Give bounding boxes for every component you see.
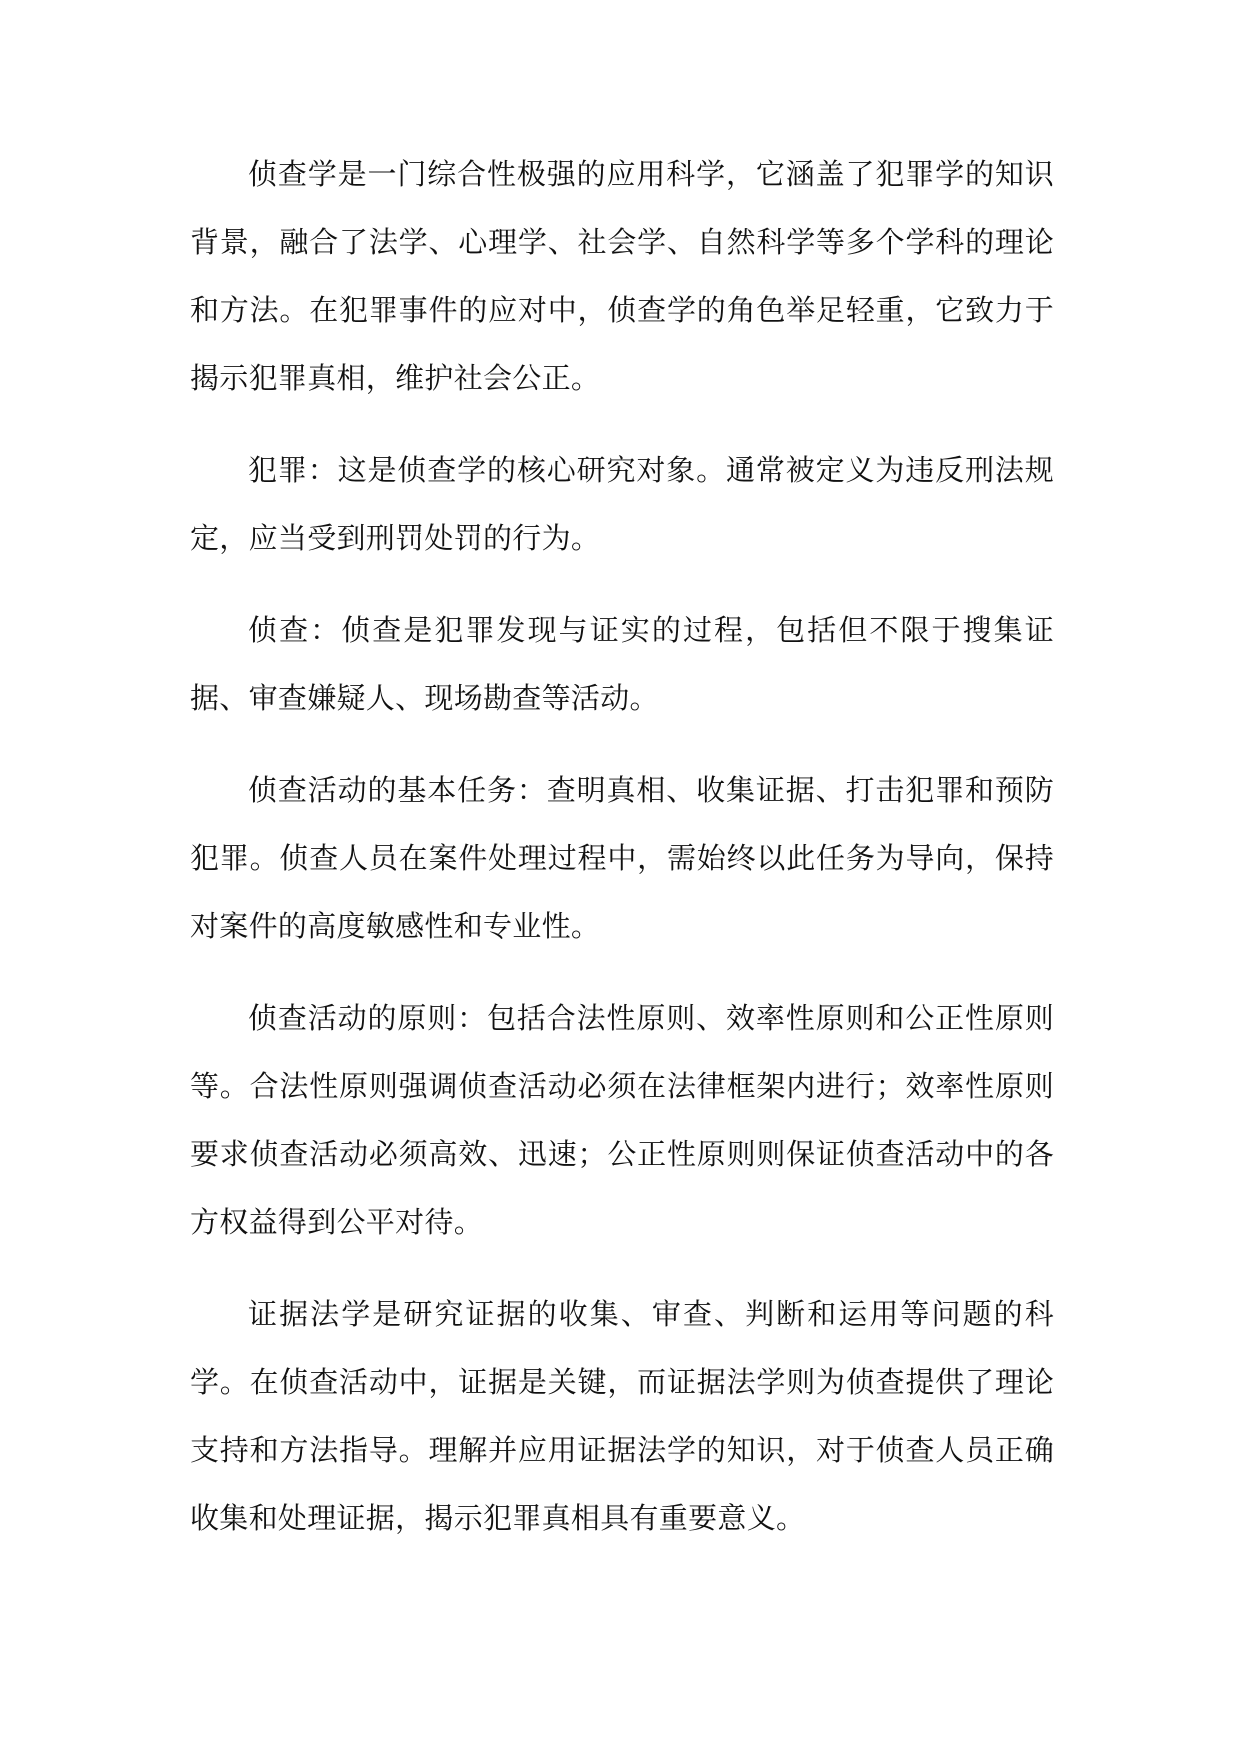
paragraph-basic-tasks: 侦查活动的基本任务：查明真相、收集证据、打击犯罪和预防犯罪。侦查人员在案件处理过程中，需始终以此任务为导向，保持对案件的高度敏感性和专业性。 [190,773,1054,943]
paragraph-investigation-definition: 侦查：侦查是犯罪发现与证实的过程，包括但不限于搜集证据、审查嫌疑人、现场勘查等活动。 [190,613,1054,715]
paragraph-evidence-law: 证据法学是研究证据的收集、审查、判断和运用等问题的科学。在侦查活动中，证据是关键，而证据法学则为侦查提供了理论支持和方法指导。理解并应用证据法学的知识，对于侦查人员正确收集和处理证据，揭示犯罪真相具有重要意义。 [190,1297,1054,1535]
document-body [190,140,1054,1576]
paragraph-crime-definition: 犯罪：这是侦查学的核心研究对象。通常被定义为违反刑法规定，应当受到刑罚处罚的行为。 [190,453,1054,555]
paragraph-intro: 侦查学是一门综合性极强的应用科学，它涵盖了犯罪学的知识背景，融合了法学、心理学、社会学、自然科学等多个学科的理论和方法。在犯罪事件的应对中，侦查学的角色举足轻重，它致力于揭示犯罪真相，维护社会公正。 [190,157,1054,395]
paragraph-principles: 侦查活动的原则：包括合法性原则、效率性原则和公正性原则等。合法性原则强调侦查活动必须在法律框架内进行；效率性原则要求侦查活动必须高效、迅速；公正性原则则保证侦查活动中的各方权益得到公平对待。 [190,1001,1054,1239]
